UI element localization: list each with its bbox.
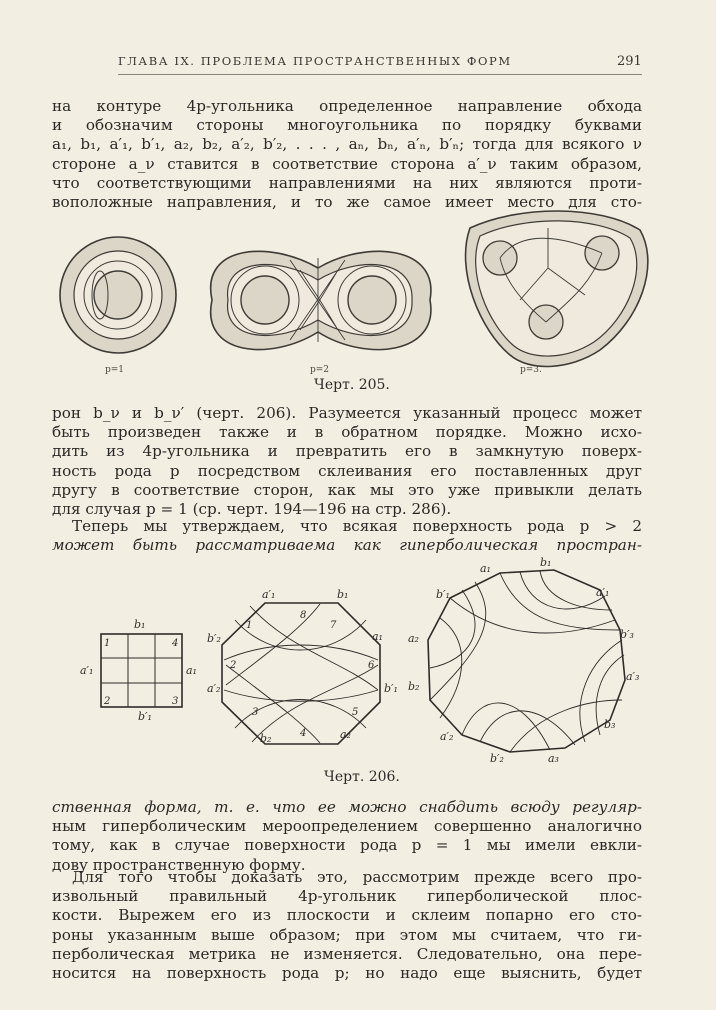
octagon-number: 4 xyxy=(300,728,307,739)
octagon-side-label: b′₂ xyxy=(207,632,221,645)
square-label-top: b₁ xyxy=(134,618,146,631)
text-line: ным гиперболическим мероопределением совершенно аналогично xyxy=(52,817,642,836)
text-line: стороне a_ν ставится в соответствие сторона a′_ν таким образом, xyxy=(52,154,642,173)
octagon-number: 3 xyxy=(252,707,259,718)
text-line: может быть рассматриваема как гиперболическая простран- xyxy=(52,536,642,555)
dodecagon-side-label: b₁ xyxy=(540,556,552,569)
dodecagon-side-label: b′₁ xyxy=(436,588,450,601)
text-line: дить из 4p-угольника и превратить его в замкнутую поверх- xyxy=(52,442,642,461)
text-line: Теперь мы утверждаем, что всякая поверхность рода p > 2 xyxy=(72,517,642,535)
octagon-side-label: b₂ xyxy=(260,732,272,745)
text-line: кости. Вырежем его из плоскости и склеим попарно его сто- xyxy=(52,906,642,925)
label-p2: p=2 xyxy=(310,365,330,375)
page-number: 291 xyxy=(617,54,642,69)
square-label-left: a′₁ xyxy=(80,664,94,677)
octagon-number: 2 xyxy=(230,660,237,671)
text-line: воположные направления, и то же самое имеет место для сто- xyxy=(52,193,642,212)
octagon-number: 7 xyxy=(330,620,337,631)
paragraph-hyperbolic-form xyxy=(52,798,642,875)
square-corner: 3 xyxy=(172,696,179,707)
text-line: перболическая метрика не изменяется. Следовательно, она пере- xyxy=(52,944,642,963)
dodecagon-side-label: b₂ xyxy=(408,680,420,693)
square-label-right: a₁ xyxy=(186,664,197,677)
figure-205-caption: Черт. 205. xyxy=(314,377,390,393)
square-corner: 4 xyxy=(172,638,179,649)
octagon-side-label: a′₁ xyxy=(262,588,276,601)
text-line: другу в соответствие сторон, как мы это уже привыкли делать xyxy=(52,480,642,499)
octagon-side-label: a₁ xyxy=(372,630,383,643)
paragraph-proof xyxy=(52,868,642,983)
text-line: на контуре 4p-угольника определенное направление обхода xyxy=(52,97,642,115)
dodecagon-side-label: b₃ xyxy=(604,718,616,731)
square-corner: 2 xyxy=(104,696,111,707)
octagon-number: 8 xyxy=(300,610,307,621)
text-line: a₁, b₁, a′₁, b′₁, a₂, b₂, a′₂, b′₂, . . . , aₙ, bₙ, a′ₙ, b′ₙ; тогда для всякого ν xyxy=(52,135,642,154)
octagon-side-label: a′₂ xyxy=(207,682,221,695)
dodecagon-side-label: a′₁ xyxy=(596,586,610,599)
text-line: и обозначим стороны многоугольника по порядку буквами xyxy=(52,116,642,135)
figure-206-caption: Черт. 206. xyxy=(324,769,400,785)
label-p1: p=1 xyxy=(105,365,125,375)
text-line: для случая p = 1 (ср. черт. 194—196 на стр. 286). xyxy=(52,500,452,519)
square-diagram xyxy=(101,634,182,707)
square-corner: 1 xyxy=(104,638,111,649)
dodecagon-side-label: a′₃ xyxy=(626,670,640,683)
text-line: извольный правильный 4p-угольник гиперболической плос- xyxy=(52,887,642,906)
text-line: рон b_ν и b_ν′ (черт. 206). Разумеется указанный процесс может xyxy=(52,404,642,422)
octagon-side-label: a₂ xyxy=(340,728,351,741)
dodecagon-side-label: a₂ xyxy=(408,632,419,645)
dodecagon-side-label: a₁ xyxy=(480,562,491,575)
text-line: роны указанным выше образом; при этом мы считаем, что ги- xyxy=(52,925,642,944)
text-line: ственная форма, т. е. что ее можно снабдить всюду регуляр- xyxy=(52,798,642,816)
text-line: Для того чтобы доказать это, рассмотрим прежде всего про- xyxy=(72,868,642,886)
octagon-side-label: b₁ xyxy=(337,588,349,601)
dodecagon-side-label: a′₂ xyxy=(440,730,454,743)
octagon-number: 1 xyxy=(246,620,253,631)
dodecagon-side-label: b′₃ xyxy=(620,628,634,641)
octagon-number: 5 xyxy=(352,707,359,718)
octagon-side-label: b′₁ xyxy=(384,682,398,695)
text-line: носится на поверхность рода p; но надо еще выяснить, будет xyxy=(52,964,642,983)
text-line: дову пространственную форму. xyxy=(52,855,306,874)
text-line: ность рода p посредством склеивания его поставленных друг xyxy=(52,461,642,480)
text-line: что соответствующими направлениями на них являются проти- xyxy=(52,173,642,192)
text-line: тому, как в случае поверхности рода p = 1 мы имели евкли- xyxy=(52,836,642,855)
dodecagon-side-label: a₃ xyxy=(548,752,559,765)
running-header: ГЛАВА IX. ПРОБЛЕМА ПРОСТРАНСТВЕННЫХ ФОРМ xyxy=(118,54,512,68)
text-line: быть произведен также и в обратном порядке. Можно исхо- xyxy=(52,423,642,442)
square-label-bottom: b′₁ xyxy=(138,710,152,723)
octagon-number: 6 xyxy=(368,660,375,671)
dodecagon-side-label: b′₂ xyxy=(490,752,504,765)
label-p3: p=3. xyxy=(520,365,542,375)
